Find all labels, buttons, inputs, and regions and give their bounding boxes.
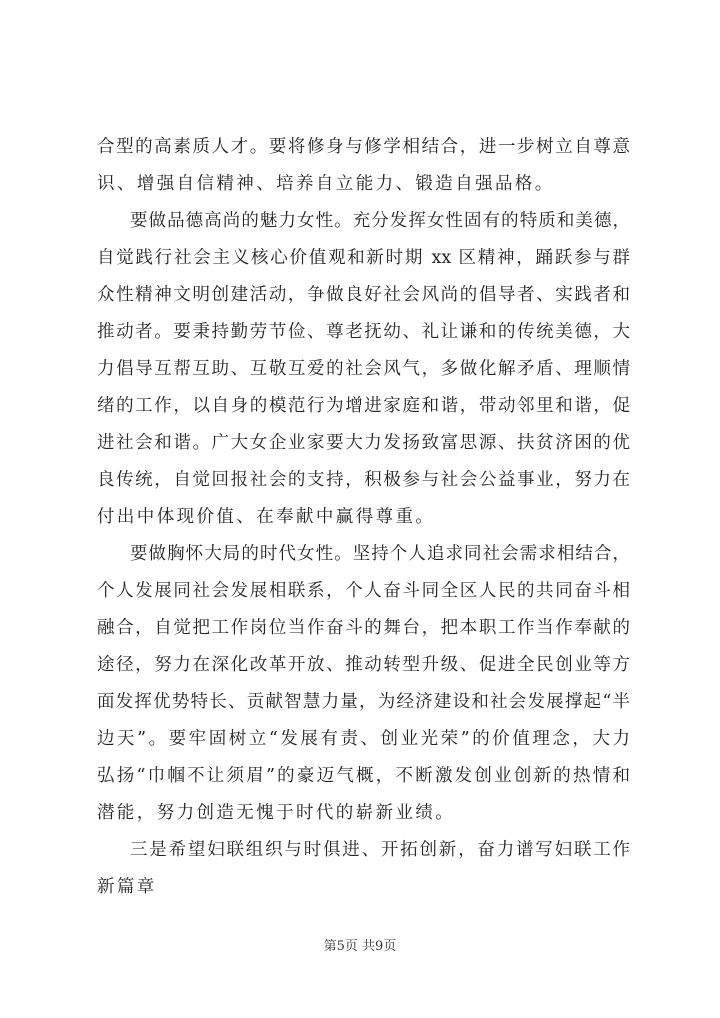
- text-line: 面发挥优势特长、贡献智慧力量，为经济建设和社会发展撑起“半: [97, 692, 630, 712]
- text-line: 途径，努力在深化改革开放、推动转型升级、促进全民创业等方: [97, 655, 630, 675]
- section-heading-line: 三是希望妇联组织与时俱进、开拓创新，奋力谱写妇联工作: [130, 840, 630, 860]
- text-line: 个人发展同社会发展相联系，个人奋斗同全区人民的共同奋斗相: [97, 581, 630, 601]
- text-line: 潜能，努力创造无愧于时代的崭新业绩。: [97, 803, 456, 823]
- text-line: 合型的高素质人才。要将修身与修学相结合，进一步树立自尊意: [97, 137, 630, 157]
- paragraph-heading-line: 要做品德高尚的魅力女性。充分发挥女性固有的特质和美德，: [130, 211, 630, 231]
- text-line: 力倡导互帮互助、互敬互爱的社会风气，多做化解矛盾、理顺情: [97, 359, 630, 379]
- text-line: 良传统，自觉回报社会的支持，积极参与社会公益事业，努力在: [97, 470, 630, 490]
- text-line: 自觉践行社会主义核心价值观和新时期 xx 区精神，踊跃参与群: [97, 248, 630, 268]
- text-line: 边天”。要牢固树立“发展有责、创业光荣”的价值理念，大力: [97, 729, 630, 749]
- text-line: 进社会和谐。广大女企业家要大力发扬致富思源、扶贫济困的优: [97, 433, 630, 453]
- page-indicator: 第5页 共9页: [323, 939, 397, 954]
- paragraph-heading-line: 要做胸怀大局的时代女性。坚持个人追求同社会需求相结合，: [130, 544, 630, 564]
- text-line: 绪的工作，以自身的模范行为增进家庭和谐，带动邻里和谐，促: [97, 396, 630, 416]
- text-line: 融合，自觉把工作岗位当作奋斗的舞台，把本职工作当作奉献的: [97, 618, 630, 638]
- text-line: 识、增强自信精神、培养自立能力、锻造自强品格。: [97, 174, 555, 194]
- text-line: 众性精神文明创建活动，争做良好社会风尚的倡导者、实践者和: [97, 285, 630, 305]
- text-line: 弘扬“巾帼不让须眉”的豪迈气概，不断激发创业创新的热情和: [97, 766, 630, 786]
- text-line: 付出中体现价值、在奉献中赢得尊重。: [97, 507, 436, 527]
- section-heading-line: 新篇章: [97, 877, 157, 897]
- text-line: 推动者。要秉持勤劳节俭、尊老抚幼、礼让谦和的传统美德，大: [97, 322, 630, 342]
